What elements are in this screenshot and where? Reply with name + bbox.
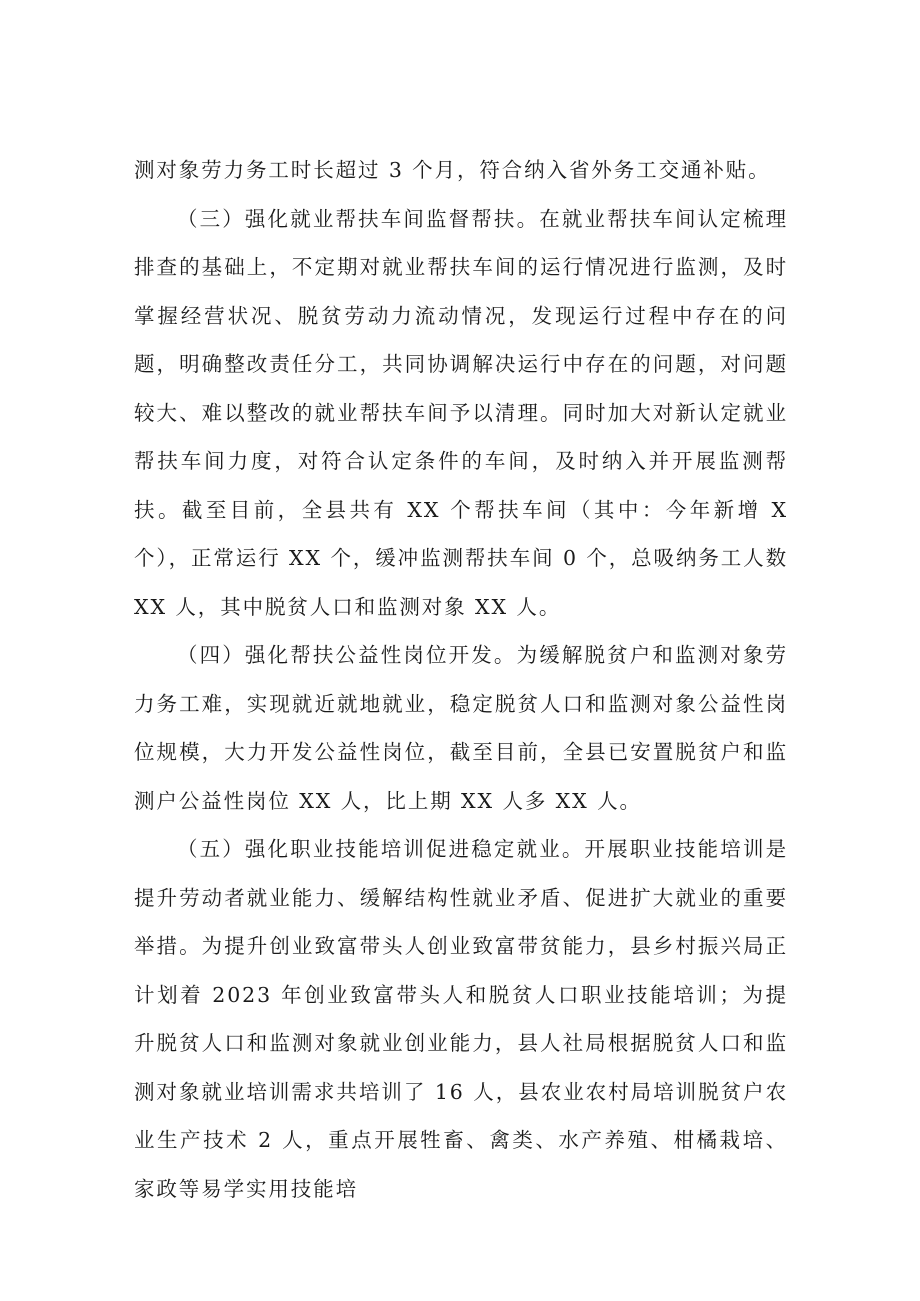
paragraph-section-3: （三）强化就业帮扶车间监督帮扶。在就业帮扶车间认定梳理排查的基础上，不定期对就业帮扶车间的运行情况进行监测，及时掌握经营状况、脱贫劳动力流动情况，发现运行过程中存在的问题，明确整改责任分工，共同协调解决运行中存在的问题，对问题较大、难以整改的就业帮扶车间予以清理。同时加大对新认定就业帮扶车间力度，对符合认定条件的车间，及时纳入并开展监测帮扶。截至目前，全县共有 XX 个帮扶车间（其中：今年新增 X 个），正常运行 XX 个，缓冲监测帮扶车间 0 个，总吸纳务工人数 XX 人，其中脱贫人口和监测对象 XX 人。	[134, 206, 788, 619]
paragraph-continuation: 测对象劳力务工时长超过 3 个月，符合纳入省外务工交通补贴。	[134, 158, 771, 182]
paragraph-section-4: （四）强化帮扶公益性岗位开发。为缓解脱贫户和监测对象劳力务工难，实现就近就地就业，稳定脱贫人口和监测对象公益性岗位规模，大力开发公益性岗位，截至目前，全县已安置脱贫户和监测户公益性岗位 XX 人，比上期 XX 人多 XX 人。	[134, 643, 788, 813]
document-body	[134, 146, 788, 1213]
paragraph-section-5: （五）强化职业技能培训促进稳定就业。开展职业技能培训是提升劳动者就业能力、缓解结构性就业矛盾、促进扩大就业的重要举措。为提升创业致富带头人创业致富带贫能力，县乡村振兴局正计划着 2023 年创业致富带头人和脱贫人口职业技能培训；为提升脱贫人口和监测对象就业创业能力，县人社局根据脱贫人口和监测对象就业培训需求共培训了 16 人，县农业农村局培训脱贫户农业生产技术 2 人，重点开展牲畜、禽类、水产养殖、柑橘栽培、家政等易学实用技能培	[134, 837, 788, 1201]
